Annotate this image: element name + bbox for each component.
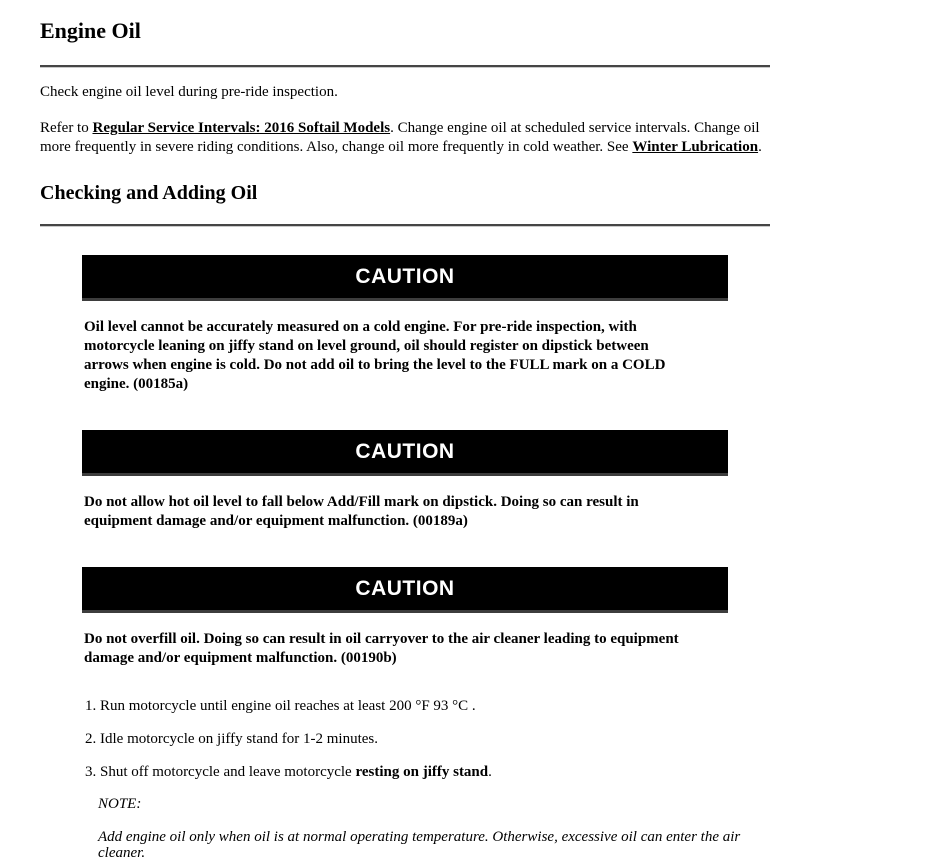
page-title: Engine Oil: [40, 18, 141, 43]
step-3-text: [100, 764, 492, 780]
title-divider: [40, 65, 770, 68]
caution-label-1: CAUTION: [355, 264, 455, 288]
refer-prefix: Refer to: [40, 120, 93, 137]
note-label: NOTE:: [98, 796, 142, 813]
caution-banner-2: [82, 430, 728, 476]
note-text: Add engine oil only when oil is at normal operating temperature. Otherwise, excessive oil can enter the air cleaner.: [98, 829, 741, 861]
section-divider: [40, 224, 770, 227]
caution-block-2: [82, 430, 728, 531]
caution-banner-3: [82, 567, 728, 613]
step-2-number: 2.: [85, 731, 97, 748]
step-1-text: Run motorcycle until engine oil reaches at least 200 °F 93 °C .: [100, 698, 476, 715]
refer-paragraph: [40, 119, 770, 157]
link-winter-lubrication[interactable]: Winter Lubrication: [632, 139, 759, 156]
procedure-steps: [85, 698, 770, 780]
step-2-text: Idle motorcycle on jiffy stand for 1-2 minutes.: [100, 731, 378, 748]
step-1-number: 1.: [85, 698, 97, 715]
step-3-suffix: .: [488, 764, 492, 781]
caution-banner-1: [82, 255, 728, 301]
caution-text-1: Oil level cannot be accurately measured on a cold engine. For pre-ride inspection, with motorcycle leaning on jiffy stand on level ground, oil should register on dipstick between arrows when engine is cold. Do not add oil to bring the level to the FULL mark on a COLD engine. (00185a): [84, 319, 666, 393]
refer-suffix: .: [758, 139, 762, 156]
caution-label-3: CAUTION: [355, 576, 455, 600]
step-3-number: 3.: [85, 764, 97, 781]
section-title: Checking and Adding Oil: [40, 182, 258, 205]
caution-label-2: CAUTION: [355, 439, 455, 463]
step-2: [85, 731, 770, 747]
step-3-bold: resting on jiffy stand: [355, 764, 489, 781]
step-3: [85, 764, 770, 780]
step-3-prefix: Shut off motorcycle and leave motorcycle: [100, 764, 356, 781]
caution-text-3: Do not overfill oil. Doing so can result in oil carryover to the air cleaner leading to equipment damage and/or equipment malfunction. (00190b): [84, 631, 679, 667]
caution-text-2: Do not allow hot oil level to fall below Add/Fill mark on dipstick. Doing so can result in equipment damage and/or equipment malfunction. (00189a): [84, 494, 639, 530]
link-regular-service-intervals[interactable]: Regular Service Intervals: 2016 Softail Models: [92, 120, 391, 137]
intro-paragraph: Check engine oil level during pre-ride inspection.: [40, 84, 338, 101]
caution-block-1: [82, 255, 728, 394]
note-block: [98, 796, 770, 861]
caution-block-3: [82, 567, 728, 668]
step-1: [85, 698, 770, 714]
refer-middle: . Change engine oil at scheduled service intervals. Change oil more frequently in severe riding conditions. Also, change oil more frequently in cold weather. See: [40, 120, 760, 156]
